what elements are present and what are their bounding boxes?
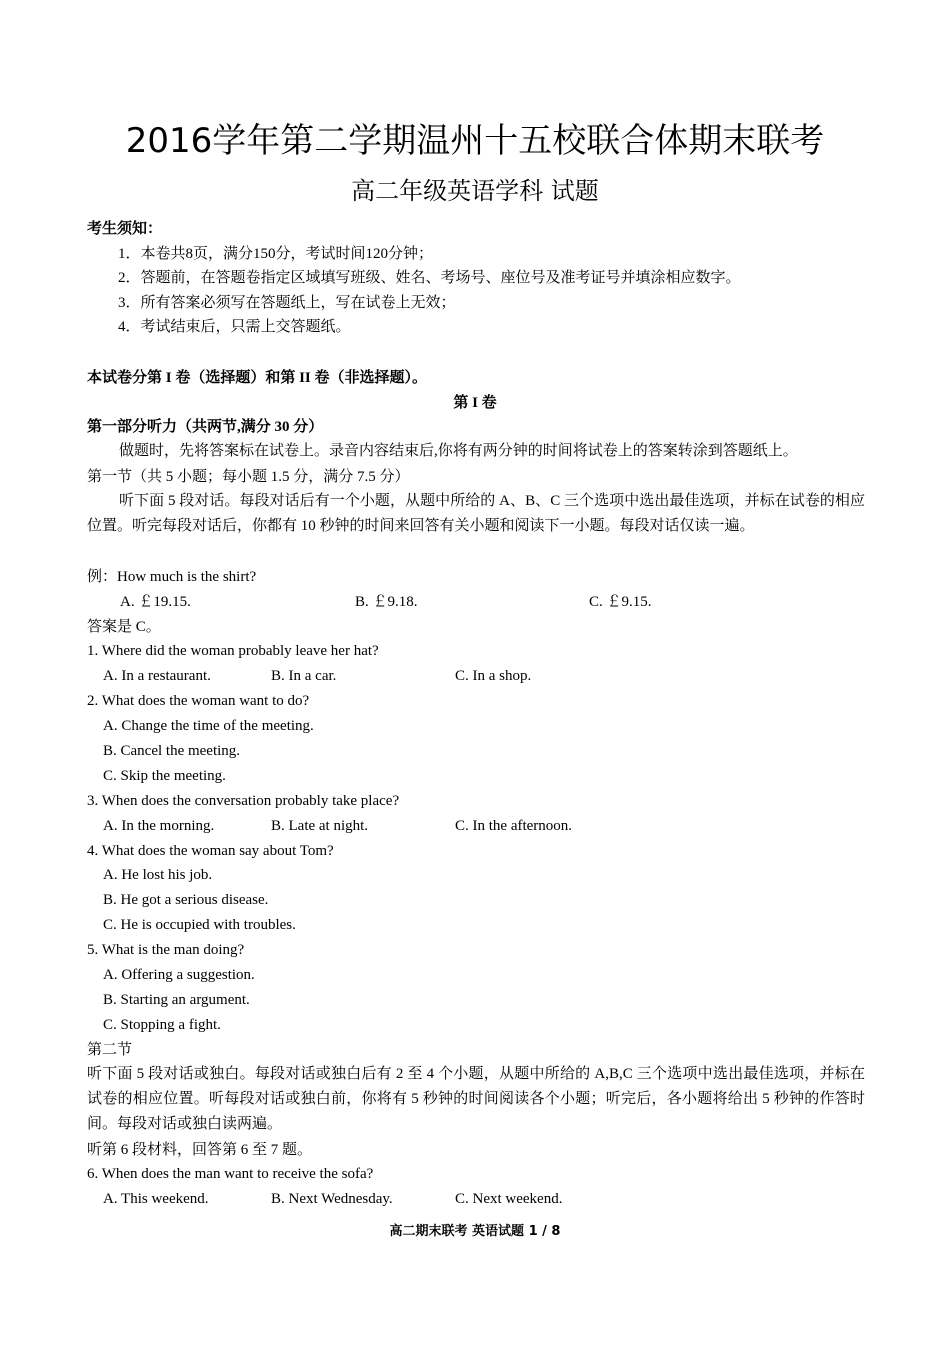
notice-item: 3．所有答案必须写在答题纸上，写在试卷上无效； <box>118 295 456 311</box>
notice-item: 1．本卷共8页，满分150分，考试时间120分钟； <box>118 246 434 262</box>
page-subtitle: 高二年级英语学科 试题 <box>351 177 599 205</box>
notice-item: 4．考试结束后，只需上交答题纸。 <box>118 319 351 335</box>
material-6-note: 听第 6 段材料，回答第 6 至 7 题。 <box>87 1142 313 1158</box>
example-option-a: A. ￡19.15. <box>120 594 191 610</box>
question-2: 2. What does the woman want to do? <box>87 693 310 709</box>
page-title: 2016学年第二学期温州十五校联合体期末联考 <box>125 121 825 161</box>
section1-instructions: 听下面 5 段对话。每段对话后有一个小题，从题中所给的 A、B、C 三个选项中选出最佳选项，并标在试卷的相应位置。听完每段对话后，你都有 10 秒钟的时间来回答有关小题和阅读下一小题。每段对话仅读一遍。 <box>87 493 865 534</box>
question-1: 1. Where did the woman probably leave her hat? <box>87 643 379 659</box>
question-2-option-c: C. Skip the meeting. <box>103 768 226 784</box>
question-5-option-a: A. Offering a suggestion. <box>103 967 255 983</box>
notice-heading: 考生须知： <box>87 221 163 237</box>
section2-heading: 第二节 <box>87 1042 133 1058</box>
question-3-option-c: C. In the afternoon. <box>455 818 573 834</box>
question-6: 6. When does the man want to receive the sofa? <box>87 1166 374 1182</box>
example-question: 例：How much is the shirt? <box>87 569 257 585</box>
part1-heading: 第一部分听力（共两节,满分 30 分） <box>87 419 324 435</box>
question-5-option-c: C. Stopping a fight. <box>103 1017 221 1033</box>
notice-item: 2．答题前，在答题卷指定区域填写班级、姓名、考场号、座位号及准考证号并填涂相应数字。 <box>118 270 741 286</box>
example-option-b: B. ￡9.18. <box>355 594 418 610</box>
example-answer: 答案是 C。 <box>87 619 161 635</box>
question-4-option-a: A. He lost his job. <box>103 867 213 883</box>
question-1-option-c: C. In a shop. <box>455 668 532 684</box>
question-2-option-b: B. Cancel the meeting. <box>103 743 241 759</box>
page-footer: 高二期末联考 英语试题 1 / 8 <box>389 1224 561 1239</box>
question-3-option-b: B. Late at night. <box>271 818 369 834</box>
question-4-option-c: C. He is occupied with troubles. <box>103 917 296 933</box>
question-3: 3. When does the conversation probably take place? <box>87 793 400 809</box>
question-6-option-b: B. Next Wednesday. <box>271 1191 393 1207</box>
question-1-option-a: A. In a restaurant. <box>103 668 211 684</box>
question-1-option-b: B. In a car. <box>271 668 337 684</box>
question-6-option-a: A. This weekend. <box>103 1191 209 1207</box>
question-2-option-a: A. Change the time of the meeting. <box>103 718 314 734</box>
section2-instructions: 听下面 5 段对话或独白。每段对话或独白后有 2 至 4 个小题，从题中所给的 A,B,C 三个选项中选出最佳选项，并标在试卷的相应位置。听每段对话或独白前，你将有 5 秒钟的时间阅读各个小题；听完后，各小题将给出 5 秒钟的作答时间。每段对话或独白读两遍。 <box>87 1066 865 1132</box>
question-5: 5. What is the man doing? <box>87 942 245 958</box>
structure-note: 本试卷分第 I 卷（选择题）和第 II 卷（非选择题）。 <box>87 370 428 386</box>
question-6-option-c: C. Next weekend. <box>455 1191 563 1207</box>
section1-heading: 第一节（共 5 小题；每小题 1.5 分，满分 7.5 分） <box>87 469 410 485</box>
question-4: 4. What does the woman say about Tom? <box>87 843 334 859</box>
question-3-option-a: A. In the morning. <box>103 818 215 834</box>
volume-label: 第 I 卷 <box>453 395 497 411</box>
example-option-c: C. ￡9.15. <box>589 594 652 610</box>
question-4-option-b: B. He got a serious disease. <box>103 892 269 908</box>
part1-intro: 做题时，先将答案标在试卷上。录音内容结束后,你将有两分钟的时间将试卷上的答案转涂到答题纸上。 <box>119 443 798 459</box>
question-5-option-b: B. Starting an argument. <box>103 992 250 1008</box>
